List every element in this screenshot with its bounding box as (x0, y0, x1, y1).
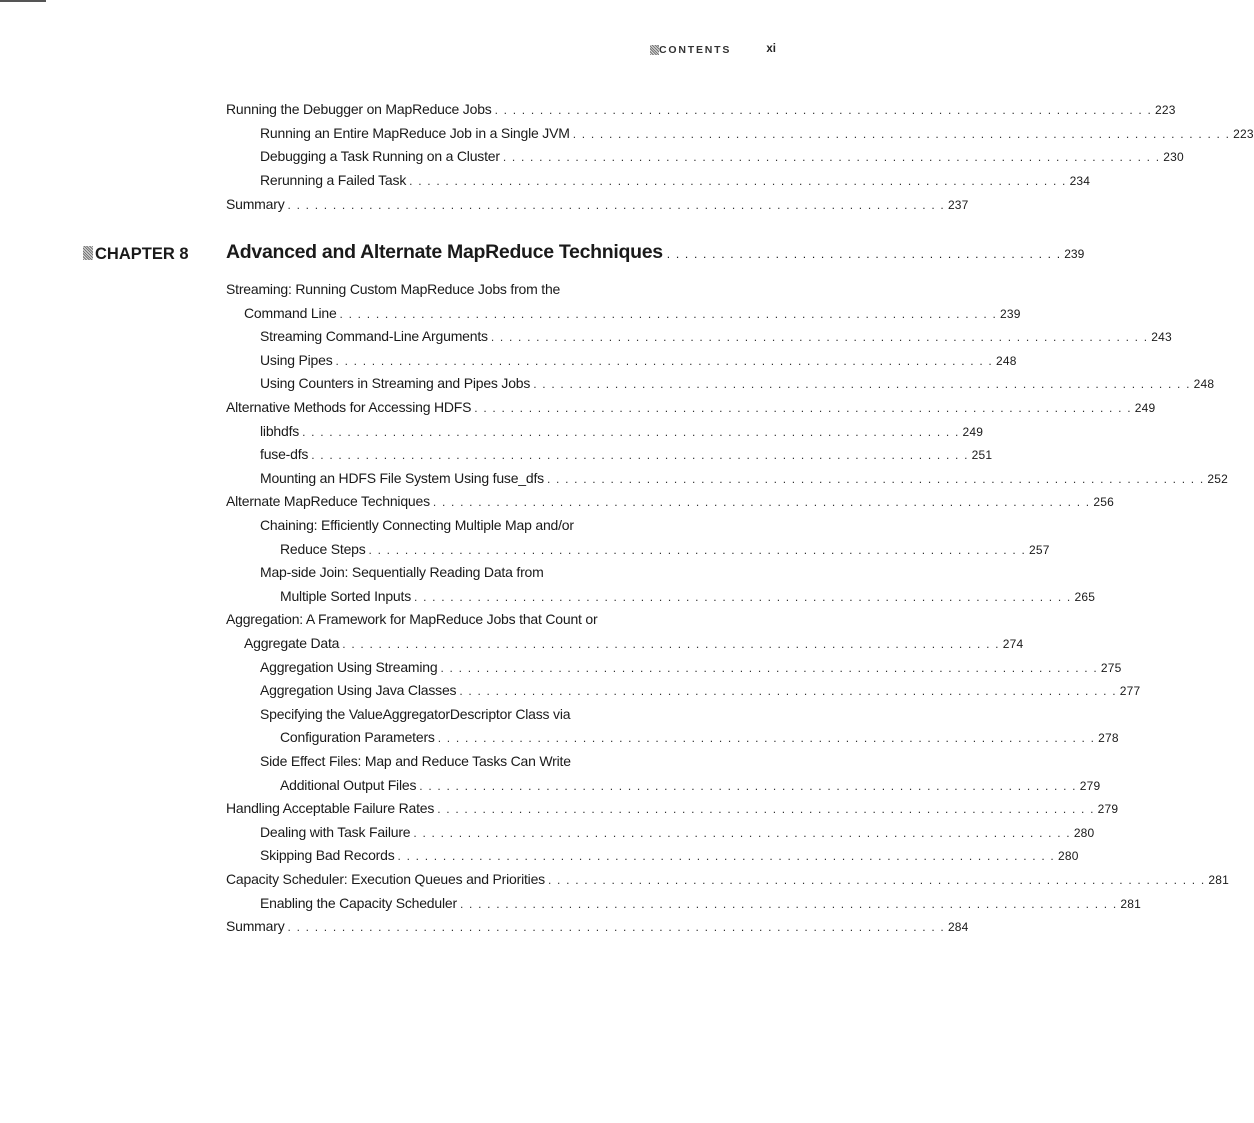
toc-entry-page-number: 280 (1073, 825, 1095, 840)
toc-entry[interactable] (260, 751, 710, 771)
leader-dots: . . . . . . . . . . . . . . . . . . . . . . . . . . . . . . . . . . . . . . . . . . . . . . . . . . . . . . . . . . . . . . . . . . . . . . . . . (287, 920, 945, 935)
toc-entry-title: Chaining: Efficiently Connecting Multiple Map and/or (260, 517, 574, 533)
toc-entry-page-number: 234 (1069, 174, 1091, 189)
toc-entry-title: Aggregation Using Java Classes (260, 682, 457, 699)
chapter-label-text: CHAPTER 8 (95, 245, 189, 263)
toc-entry-page-number: 277 (1119, 684, 1141, 699)
toc-entry-title: Handling Acceptable Failure Rates (226, 800, 435, 817)
running-head (650, 44, 780, 58)
corner-rule (0, 0, 46, 2)
toc-entry-title: Capacity Scheduler: Execution Queues and Priorities (226, 871, 545, 887)
toc-entry-page-number: 248 (995, 353, 1017, 368)
toc-entry[interactable] (260, 350, 1017, 370)
toc-entry-title: libhdfs (260, 422, 300, 439)
toc-entry[interactable] (260, 123, 1254, 143)
toc-entry-page-number: 249 (962, 424, 984, 439)
toc-entry[interactable] (260, 680, 1141, 700)
toc-entry-title: Specifying the ValueAggregatorDescriptor Class via (260, 705, 571, 722)
toc-entry[interactable] (226, 798, 1119, 818)
running-head-page-number: xi (766, 43, 776, 55)
toc-entry[interactable] (244, 303, 1021, 323)
toc-entry-title: Enabling the Capacity Scheduler (260, 894, 457, 911)
toc-entry-title: Additional Output Files (280, 776, 417, 793)
leader-dots: . . . . . . . . . . . . . . . . . . . . . . . . . . . . . . . . . . . . . . . . . . . . . . . . . . . . . . . . . . . . . . . . . . . . . . . . . (335, 353, 993, 368)
leader-dots: . . . . . . . . . . . . . . . . . . . . . . . . . . . . . . . . . . . . . . . . . . . . . . . . . . . . . . . . . . . . . . . . . . . . . . . . . (287, 197, 945, 212)
toc-entry-page-number: 281 (1208, 873, 1230, 887)
toc-entry-page-number: 257 (1028, 542, 1050, 557)
toc-entry-title: Dealing with Task Failure (260, 823, 411, 840)
toc-entry-title: Summary (226, 918, 285, 935)
toc-entry-title: Aggregation: A Framework for MapReduce Jobs that Count or (226, 611, 598, 628)
toc-entry-title: Running the Debugger on MapReduce Jobs (226, 101, 492, 117)
toc-entry-title: Configuration Parameters (280, 729, 435, 746)
toc-entry[interactable] (260, 893, 1141, 913)
leader-dots: . . . . . . . . . . . . . . . . . . . . . . . . . . . . . . . . . . . . . . . . . . . . . . . . . . . . . . . . . . . . . . . . . . . . . . . . . (494, 103, 1153, 117)
toc-entry[interactable] (226, 609, 710, 629)
toc-entry[interactable] (260, 845, 1079, 865)
toc-entry-page-number: 239 (999, 306, 1021, 321)
toc-entry-title: Command Line (244, 304, 337, 321)
toc-entry-title: Alternate MapReduce Techniques (226, 493, 430, 510)
toc-entry[interactable] (244, 633, 1024, 653)
toc-entry-page-number: 223 (1233, 126, 1254, 141)
toc-entry-page-number: 248 (1193, 377, 1215, 392)
chapter-title-row[interactable] (226, 241, 1085, 267)
leader-dots: . . . . . . . . . . . . . . . . . . . . . . . . . . . . . . . . . . . . . . . . . . . . (666, 247, 1062, 261)
leader-dots: . . . . . . . . . . . . . . . . . . . . . . . . . . . . . . . . . . . . . . . . . . . . . . . . . . . . . . . . . . . . . . . . . . . . . . . . . (342, 637, 1000, 651)
toc-entry-title: Summary (226, 195, 285, 212)
leader-dots: . . . . . . . . . . . . . . . . . . . . . . . . . . . . . . . . . . . . . . . . . . . . . . . . . . . . . . . . . . . . . . . . . . . . . . . . . (459, 684, 1117, 699)
leader-dots: . . . . . . . . . . . . . . . . . . . . . . . . . . . . . . . . . . . . . . . . . . . . . . . . . . . . . . . . . . . . . . . . . . . . . . . . . (533, 377, 1191, 392)
leader-dots: . . . . . . . . . . . . . . . . . . . . . . . . . . . . . . . . . . . . . . . . . . . . . . . . . . . . . . . . . . . . . . . . . . . . . . . . . (459, 896, 1118, 911)
chapter-mark (83, 246, 93, 260)
toc-entry-page-number: 251 (971, 448, 993, 463)
toc-entry[interactable] (226, 916, 969, 936)
toc-entry[interactable] (260, 373, 1215, 393)
toc-entry-page-number: 280 (1057, 849, 1079, 864)
toc-entry[interactable] (280, 586, 1096, 606)
toc-entry-page-number: 249 (1134, 401, 1156, 415)
leader-dots: . . . . . . . . . . . . . . . . . . . . . . . . . . . . . . . . . . . . . . . . . . . . . . . . . . . . . . . . . . . . . . . . . . . . . . . . . (474, 401, 1132, 415)
leader-dots: . . . . . . . . . . . . . . . . . . . . . . . . . . . . . . . . . . . . . . . . . . . . . . . . . . . . . . . . . . . . . . . . . . . . . . . . . (572, 126, 1231, 141)
leader-dots: . . . . . . . . . . . . . . . . . . . . . . . . . . . . . . . . . . . . . . . . . . . . . . . . . . . . . . . . . . . . . . . . . . . . . . . . . (490, 330, 1149, 345)
toc-entry[interactable] (260, 562, 710, 582)
toc-entry-title: Rerunning a Failed Task (260, 172, 407, 189)
toc-entry-title: Skipping Bad Records (260, 847, 395, 864)
leader-dots: . . . . . . . . . . . . . . . . . . . . . . . . . . . . . . . . . . . . . . . . . . . . . . . . . . . . . . . . . . . . . . . . . . . . . . . . . (437, 731, 1096, 746)
toc-entry[interactable] (280, 539, 1050, 559)
toc-entry-title: Using Pipes (260, 351, 333, 368)
toc-entry-page-number: 223 (1155, 103, 1176, 117)
toc-entry[interactable] (226, 397, 1156, 417)
chapter-title: Advanced and Alternate MapReduce Techniques (226, 241, 663, 263)
toc-entry-title: Aggregation Using Streaming (260, 658, 438, 675)
leader-dots: . . . . . . . . . . . . . . . . . . . . . . . . . . . . . . . . . . . . . . . . . . . . . . . . . . . . . . . . . . . . . . . . . . . . . . . . . (368, 542, 1026, 557)
toc-entry-page-number: 256 (1093, 495, 1114, 510)
toc-entry[interactable] (226, 194, 969, 214)
toc-entry-title: Using Counters in Streaming and Pipes Jobs (260, 375, 531, 392)
toc-entry-title: Aggregate Data (244, 635, 340, 651)
toc-entry[interactable] (260, 704, 710, 724)
leader-dots: . . . . . . . . . . . . . . . . . . . . . . . . . . . . . . . . . . . . . . . . . . . . . . . . . . . . . . . . . . . . . . . . . . . . . . . . . (419, 778, 1077, 793)
toc-entry[interactable] (260, 468, 1229, 488)
toc-entry-title: Multiple Sorted Inputs (280, 587, 412, 604)
leader-dots: . . . . . . . . . . . . . . . . . . . . . . . . . . . . . . . . . . . . . . . . . . . . . . . . . . . . . . . . . . . . . . . . . . . . . . . . . (311, 448, 969, 463)
toc-entry-title: Running an Entire MapReduce Job in a Single JVM (260, 124, 570, 141)
toc-entry-page-number: 284 (947, 920, 969, 935)
leader-dots: . . . . . . . . . . . . . . . . . . . . . . . . . . . . . . . . . . . . . . . . . . . . . . . . . . . . . . . . . . . . . . . . . . . . . . . . . (302, 424, 960, 439)
leader-dots: . . . . . . . . . . . . . . . . . . . . . . . . . . . . . . . . . . . . . . . . . . . . . . . . . . . . . . . . . . . . . . . . . . . . . . . . . (440, 660, 1098, 675)
toc-entry-page-number: 279 (1079, 778, 1101, 793)
toc-entry-title: Mounting an HDFS File System Using fuse_dfs (260, 469, 544, 486)
toc-entry[interactable] (226, 99, 1176, 119)
leader-dots: . . . . . . . . . . . . . . . . . . . . . . . . . . . . . . . . . . . . . . . . . . . . . . . . . . . . . . . . . . . . . . . . . . . . . . . . . (546, 471, 1205, 486)
toc-entry-page-number: 281 (1120, 896, 1141, 911)
leader-dots: . . . . . . . . . . . . . . . . . . . . . . . . . . . . . . . . . . . . . . . . . . . . . . . . . . . . . . . . . . . . . . . . . . . . . . . . . (502, 150, 1161, 165)
running-head-label: CONTENTS (659, 44, 732, 56)
toc-entry-page-number: 274 (1002, 637, 1024, 651)
toc-entry[interactable] (280, 775, 1101, 795)
leader-dots: . . . . . . . . . . . . . . . . . . . . . . . . . . . . . . . . . . . . . . . . . . . . . . . . . . . . . . . . . . . . . . . . . . . . . . . . . (414, 589, 1072, 604)
toc-entry[interactable] (260, 170, 1091, 190)
toc-entry-title: Streaming: Running Custom MapReduce Jobs from the (226, 281, 561, 297)
toc-entry-title: Alternative Methods for Accessing HDFS (226, 399, 472, 415)
toc-entry-page-number: 237 (947, 197, 969, 212)
toc-entry[interactable] (260, 326, 1172, 346)
toc-entry[interactable] (280, 727, 1119, 747)
toc-entry[interactable] (260, 822, 1095, 842)
toc-entry-title: Side Effect Files: Map and Reduce Tasks Can Write (260, 753, 571, 769)
toc-entry-title: fuse-dfs (260, 446, 309, 463)
toc-entry[interactable] (260, 421, 984, 441)
toc-entry-page-number: 275 (1100, 660, 1122, 675)
toc-entry[interactable] (260, 444, 993, 464)
leader-dots: . . . . . . . . . . . . . . . . . . . . . . . . . . . . . . . . . . . . . . . . . . . . . . . . . . . . . . . . . . . . . . . . . . . . . . . . . (437, 802, 1095, 817)
toc-entry-page-number: 279 (1097, 802, 1119, 817)
running-head-mark (650, 45, 659, 55)
toc-entry[interactable] (260, 146, 1184, 166)
toc-entry[interactable] (226, 279, 710, 299)
leader-dots: . . . . . . . . . . . . . . . . . . . . . . . . . . . . . . . . . . . . . . . . . . . . . . . . . . . . . . . . . . . . . . . . . . . . . . . . . (397, 849, 1055, 864)
toc-entry-page-number: 230 (1163, 150, 1184, 165)
toc-entry-title: Map-side Join: Sequentially Reading Data from (260, 564, 544, 581)
leader-dots: . . . . . . . . . . . . . . . . . . . . . . . . . . . . . . . . . . . . . . . . . . . . . . . . . . . . . . . . . . . . . . . . . . . . . . . . . (409, 174, 1067, 189)
leader-dots: . . . . . . . . . . . . . . . . . . . . . . . . . . . . . . . . . . . . . . . . . . . . . . . . . . . . . . . . . . . . . . . . . . . . . . . . . (432, 495, 1091, 510)
toc-entry-title: Streaming Command-Line Arguments (260, 328, 488, 345)
toc-entry-page-number: 265 (1074, 589, 1096, 604)
toc-entry-page-number: 243 (1151, 330, 1172, 345)
toc-entry-title: Reduce Steps (280, 540, 366, 557)
leader-dots: . . . . . . . . . . . . . . . . . . . . . . . . . . . . . . . . . . . . . . . . . . . . . . . . . . . . . . . . . . . . . . . . . . . . . . . . . (547, 873, 1206, 887)
toc-entry[interactable] (260, 515, 710, 535)
chapter-page-number: 239 (1064, 247, 1085, 261)
leader-dots: . . . . . . . . . . . . . . . . . . . . . . . . . . . . . . . . . . . . . . . . . . . . . . . . . . . . . . . . . . . . . . . . . . . . . . . . . (413, 825, 1071, 840)
toc-entry[interactable] (226, 869, 1230, 889)
toc-entry-page-number: 252 (1207, 471, 1229, 486)
toc-entry-title: Debugging a Task Running on a Cluster (260, 148, 500, 165)
toc-entry-page-number: 278 (1098, 731, 1119, 746)
toc-entry[interactable] (226, 491, 1114, 511)
chapter-label (83, 242, 195, 266)
toc-entry[interactable] (260, 657, 1122, 677)
leader-dots: . . . . . . . . . . . . . . . . . . . . . . . . . . . . . . . . . . . . . . . . . . . . . . . . . . . . . . . . . . . . . . . . . . . . . . . . . (339, 306, 997, 321)
